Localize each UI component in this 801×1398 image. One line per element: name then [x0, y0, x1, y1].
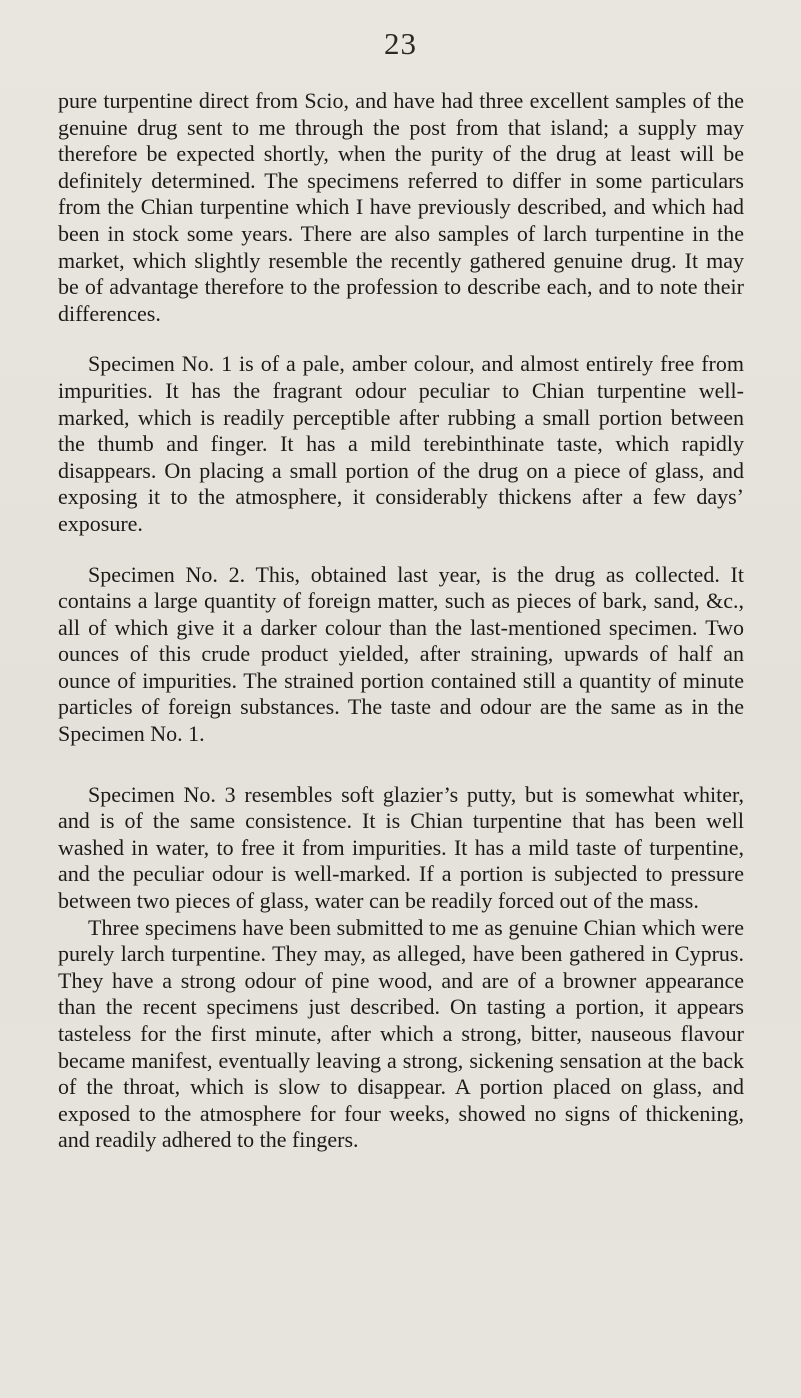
paragraph-specimen-3: Specimen No. 3 resembles soft glazier’s putty, but is somewhat whiter, and is of the same consistence. It is Chian turpentine that has been well washed in water, to free it from impurities. It has a mild taste of turpentine, and the peculiar odour is well-marked. If a portion is subjected to pressure between two pieces of glass, water can be readily forced out of the mass.: [58, 781, 744, 914]
paragraph-specimen-1: Specimen No. 1 is of a pale, amber colour, and almost entirely free from impurities. It has the fragrant odour peculiar to Chian turpentine well-marked, which is readily perceptible after rubbing a small portion between the thumb and finger. It has a mild terebinthinate taste, which rapidly disappears. On placing a small portion of the drug on a piece of glass, and exposing it to the atmosphere, it considerably thickens after a few days’ exposure.: [58, 351, 744, 536]
paragraph-specimen-2: Specimen No. 2. This, obtained last year, is the drug as collected. It contains a large quantity of foreign matter, such as pieces of bark, sand, &c., all of which give it a darker colour than the last-mentioned specimen. Two ounces of this crude product yielded, after straining, upwards of half an ounce of impurities. The strained portion contained still a quantity of minute particles of foreign substances. The taste and odour are the same as in the Specimen No. 1.: [58, 561, 744, 747]
page-body: [58, 88, 744, 1154]
page-number: 23: [384, 26, 417, 61]
paragraph-larch-specimens: Three specimens have been submitted to me as genuine Chian which were purely larch turpentine. They may, as alleged, have been gathered in Cyprus. They have a strong odour of pine wood, and are of a browner appearance than the recent specimens just described. On tasting a portion, it appears tasteless for the first minute, after which a strong, bitter, nauseous flavour became manifest, eventually leaving a strong, sickening sensation at the back of the throat, which is slow to disappear. A portion placed on glass, and exposed to the atmosphere for four weeks, showed no signs of thickening, and readily adhered to the fingers.: [58, 914, 744, 1153]
paragraph-intro: pure turpentine direct from Scio, and have had three excellent samples of the genuine drug sent to me through the post from that island; a supply may therefore be expected shortly, when the purity of the drug at least will be definitely determined. The specimens referred to differ in some particulars from the Chian turpentine which I have previously described, and which had been in stock some years. There are also samples of larch turpentine in the market, which slightly resemble the recently gathered genuine drug. It may be of advantage therefore to the profession to describe each, and to note their differences.: [58, 88, 744, 326]
